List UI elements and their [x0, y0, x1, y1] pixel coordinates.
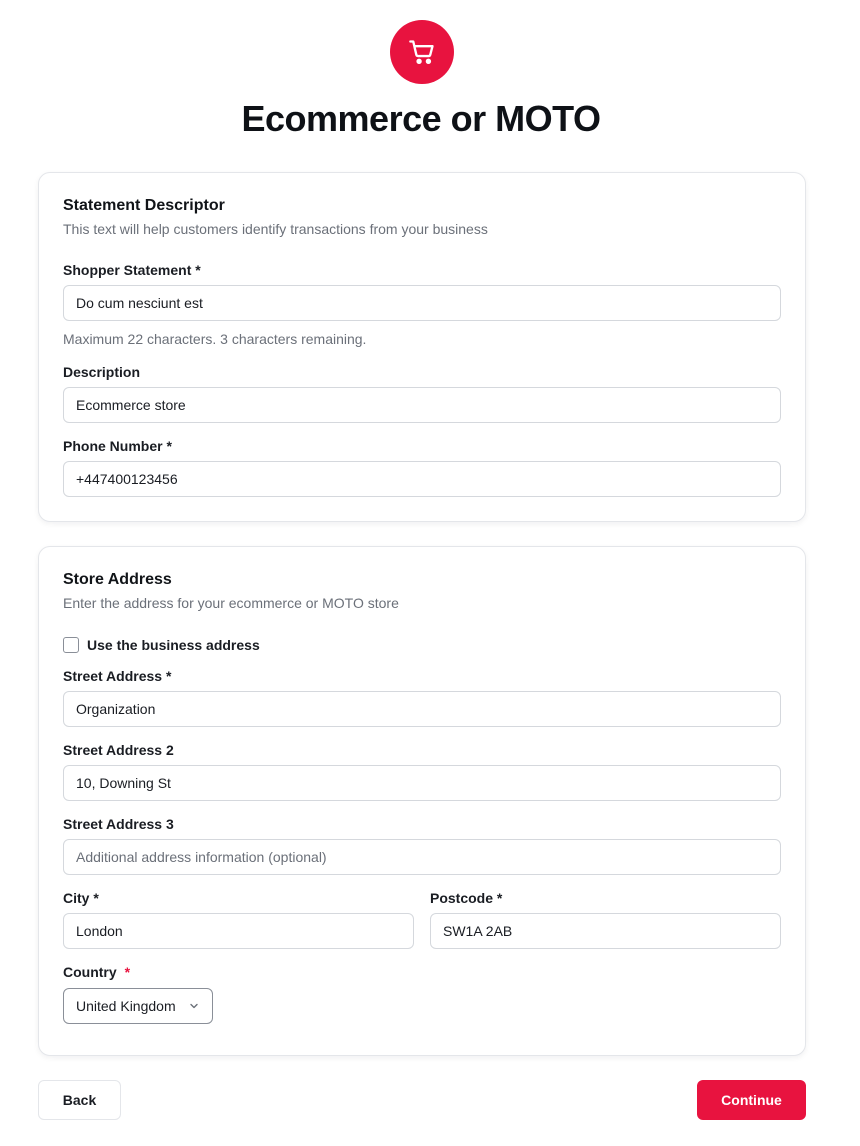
- shopper-statement-helper: Maximum 22 characters. 3 characters remaining.: [63, 331, 367, 347]
- shopper-statement-label: [63, 262, 201, 278]
- postcode-input[interactable]: [430, 913, 781, 949]
- shopping-cart-icon: [408, 38, 436, 66]
- country-select[interactable]: [63, 988, 213, 1024]
- required-mark: *: [165, 668, 172, 684]
- continue-button[interactable]: Continue: [697, 1080, 806, 1120]
- address-section-subtitle: Enter the address for your ecommerce or MOTO store: [63, 595, 399, 611]
- street-address-3-input[interactable]: [63, 839, 781, 875]
- required-mark: *: [124, 964, 131, 980]
- cart-logo: [390, 20, 454, 84]
- required-mark: *: [166, 438, 172, 454]
- phone-number-label: [63, 438, 172, 454]
- required-mark: *: [93, 890, 99, 906]
- street-address-label: [63, 668, 171, 684]
- use-business-address-checkbox[interactable]: [63, 637, 79, 653]
- use-business-address-label[interactable]: Use the business address: [87, 637, 260, 653]
- city-label: [63, 890, 99, 906]
- phone-number-input[interactable]: [63, 461, 781, 497]
- required-mark: *: [496, 890, 503, 906]
- country-label: [63, 964, 130, 980]
- page-title: Ecommerce or MOTO: [241, 98, 601, 139]
- postcode-label: [430, 890, 502, 906]
- statement-section-title: Statement Descriptor: [63, 197, 225, 214]
- back-button[interactable]: Back: [38, 1080, 121, 1120]
- street-address-3-label: Street Address 3: [63, 816, 174, 832]
- description-input[interactable]: [63, 387, 781, 423]
- statement-section-subtitle: This text will help customers identify transactions from your business: [63, 221, 488, 237]
- statement-descriptor-card: [38, 172, 806, 522]
- city-input[interactable]: [63, 913, 414, 949]
- required-mark: *: [195, 262, 201, 278]
- description-label: Description: [63, 364, 141, 380]
- country-label-text: Country: [63, 964, 117, 980]
- phone-number-label-text: Phone Number: [63, 438, 163, 454]
- address-section-title: Store Address: [63, 571, 172, 588]
- chevron-down-icon: [188, 1000, 200, 1012]
- street-address-input[interactable]: [63, 691, 781, 727]
- country-select-value: United Kingdom: [76, 998, 176, 1014]
- street-address-2-input[interactable]: [63, 765, 781, 801]
- store-address-card: [38, 546, 806, 1056]
- shopper-statement-input[interactable]: [63, 285, 781, 321]
- street-address-2-label: Street Address 2: [63, 742, 174, 758]
- city-label-text: City: [63, 890, 90, 906]
- shopper-statement-label-text: Shopper Statement: [63, 262, 192, 278]
- postcode-label-text: Postcode: [430, 890, 494, 906]
- street-address-label-text: Street Address: [63, 668, 163, 684]
